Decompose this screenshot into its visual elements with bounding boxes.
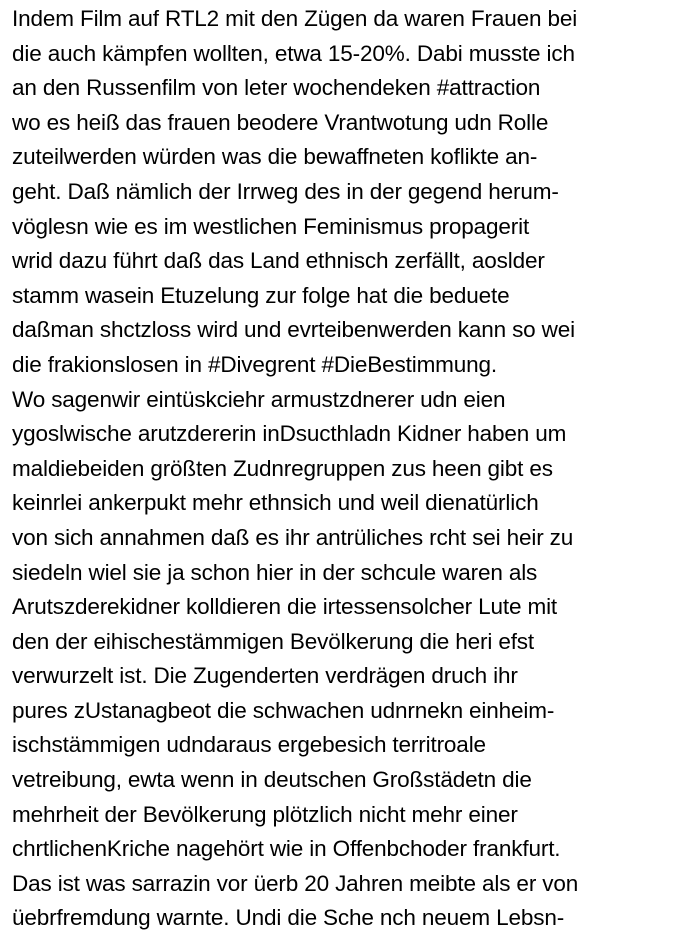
text-line-20: verwurzelt ist. Die Zugenderten verdrägen druch ihr bbox=[12, 663, 518, 689]
text-line-22: ischstämmigen udndaraus ergebesich territroale bbox=[12, 732, 486, 758]
text-line-4: wo es heiß das frauen beodere Vrantwotung udn Rolle bbox=[12, 109, 549, 135]
text-line-15: keinrlei ankerpukt mehr ethnsich und weil dienatürlich bbox=[12, 490, 539, 516]
text-line-9: stamm wasein Etuzelung zur folge hat die beduete bbox=[12, 282, 510, 308]
document-text bbox=[12, 2, 680, 936]
text-line-19: den der eihischestämmigen Bevölkerung die heri efst bbox=[12, 628, 535, 654]
text-line-11: die frakionslosen in #Divegrent #DieBestimmung. bbox=[12, 351, 498, 377]
text-line-2: die auch kämpfen wollten, etwa 15-20%. Dabi musste ich bbox=[12, 40, 575, 66]
text-line-3: an den Russenfilm von leter wochendeken #attraction bbox=[12, 75, 541, 101]
text-line-25: chrtlichenKriche nagehört wie in Offenbchoder frankfurt. bbox=[12, 836, 561, 862]
text-line-1: Indem Film auf RTL2 mit den Zügen da waren Frauen bei bbox=[12, 6, 578, 31]
text-line-13: ygoslwische arutzdererin inDsucthladn Kidner haben um bbox=[12, 421, 567, 447]
text-line-14: maldiebeiden größten Zudnregruppen zus heen gibt es bbox=[12, 455, 553, 481]
text-line-8: wrid dazu führt daß das Land ethnisch zerfällt, aoslder bbox=[12, 248, 545, 274]
text-line-10: daßman shctzloss wird und evrteibenwerden kann so wei bbox=[12, 317, 576, 343]
text-line-12: Wo sagenwir eintüskciehr armustzdnerer udn eien bbox=[12, 386, 506, 412]
text-line-27: üebrfremdung warnte. Undi die Sche nch neuem Lebsn- bbox=[12, 905, 565, 931]
text-line-21: pures zUstanagbeot die schwachen udnrnekn einheim- bbox=[12, 697, 555, 723]
text-line-6: geht. Daß nämlich der Irrweg des in der gegend herum- bbox=[12, 178, 559, 204]
text-line-5: zuteilwerden würden was die bewaffneten koflikte an- bbox=[12, 144, 538, 170]
text-line-23: vetreibung, ewta wenn in deutschen Großstädetn die bbox=[12, 767, 532, 793]
text-line-26: Das ist was sarrazin vor üerb 20 Jahren meibte als er von bbox=[12, 870, 579, 896]
text-line-16: von sich annahmen daß es ihr antrüliches rcht sei heir zu bbox=[12, 524, 574, 550]
text-line-7: vöglesn wie es im westlichen Feminismus propagerit bbox=[12, 213, 530, 239]
text-line-24: mehrheit der Bevölkerung plötzlich nicht mehr einer bbox=[12, 801, 518, 827]
text-line-17: siedeln wiel sie ja schon hier in der schcule waren als bbox=[12, 559, 538, 585]
text-line-18: Arutszderekidner kolldieren die irtessensolcher Lute mit bbox=[12, 594, 558, 620]
